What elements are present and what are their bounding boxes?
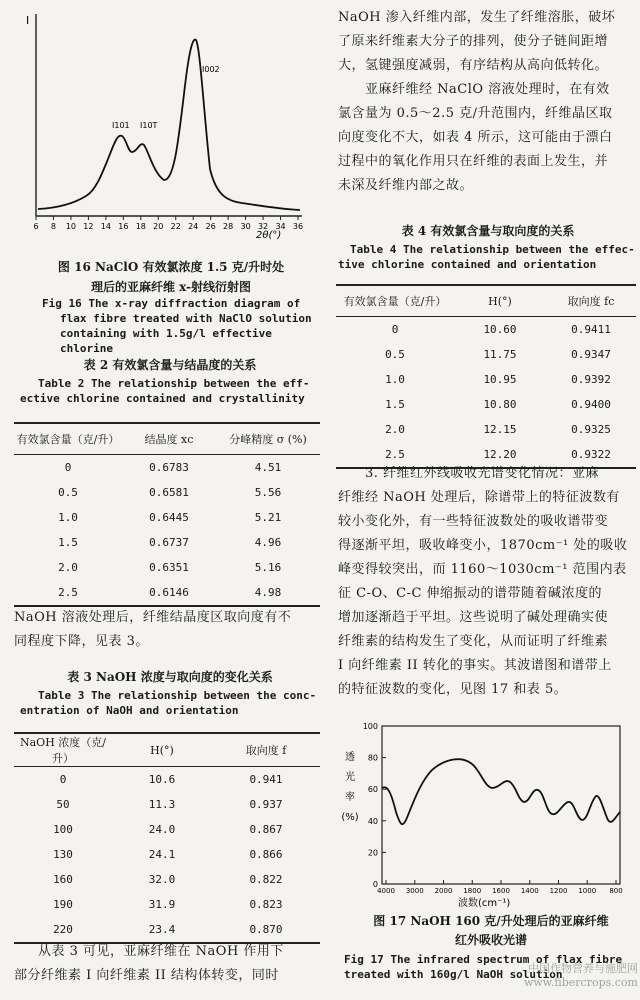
table4-title: 表 4 有效氯含量与取向度的关系 Table 4 The relationship between the effec- tive chlorine contained and orientation: [338, 224, 635, 271]
ir-curve: [382, 759, 620, 824]
peak-label-101: I101: [112, 121, 130, 130]
x-tick-label: 12: [83, 222, 94, 231]
x-tick-label: 28: [223, 222, 234, 231]
y-tick-label: 80: [367, 753, 378, 763]
x-tick-label: 10: [65, 222, 77, 231]
table-row: 0.5 0.6581 5.56: [58, 486, 282, 499]
table-row: 0.5 11.75 0.9347: [385, 348, 611, 361]
table3: [14, 732, 320, 944]
x-tick-label: 24: [188, 222, 199, 231]
ir-spectrum-plot: [336, 716, 636, 910]
y-axis-label: [341, 751, 358, 823]
left-paragraph-1: NaOH 溶液处理后，纤维结晶度区取向度有不 同程度下降，见表 3。: [14, 610, 292, 649]
fig17-caption: 图 17 NaOH 160 克/升处理后的亚麻纤维 红外吸收光谱 Fig 17 The infrared spectrum of flax fibre treated with 160g/l NaOH solution: [344, 914, 623, 981]
x-tick-label: 18: [135, 222, 146, 231]
x-tick-label: 22: [170, 222, 181, 231]
xrd-curve: [38, 40, 300, 210]
x-tick-label: 14: [100, 222, 111, 231]
x-axis-unit: 2θ(°): [256, 230, 282, 241]
table-row: 160 32.0 0.822: [53, 873, 283, 886]
x-tick-label: 26: [205, 222, 216, 231]
x-tick-label: 800: [609, 887, 623, 895]
table-row: 2.5 0.6146 4.98: [14, 580, 320, 606]
table-row: 1.0 0.6445 5.21: [58, 511, 282, 524]
y-label-char: (%): [341, 812, 359, 823]
table-row: 2.0 12.15 0.9325: [385, 423, 611, 436]
table-row: 1.5 0.6737 4.96: [58, 536, 282, 549]
table-row: 2.0 0.6351 5.16: [58, 561, 282, 574]
table-row: 0 0.6783 4.51: [64, 461, 282, 474]
table3-header: NaOH 浓度（克/升） H(°) 取向度 f: [14, 733, 320, 767]
right-paragraph-2: 3. 纤维红外线吸收光谱变化情况：亚麻 纤维经 NaOH 处理后，除谱带上的特征波数有 较小变化外，有一些特征波数处的吸收谱带变 得逐渐平坦，吸收峰变小，1870cm⁻¹ 处的吸收 峰变得较突出，而 1160～1030cm⁻¹ 范围内表 征 C-O、C-C 伸缩振动的谱带随着碱浓度的 增加逐渐趋于平坦。这些说明了碱处理确实使 纤维素的结构发生了变化，从而证明了纤维素 I 向纤维素 II 转化的事实。其波谱图和谱带上 的特征波数的变化，见图 17 和表 5。: [338, 466, 628, 697]
table3-title: 表 3 NaOH 浓度与取向度的变化关系 Table 3 The relationship between the conc- entration of NaOH and orientation: [20, 670, 317, 717]
table-row: 130 24.1 0.866: [53, 848, 283, 861]
x-tick-label: 2000: [434, 887, 453, 895]
peak-label-10t: I10T: [140, 121, 158, 130]
table-row: 0 10.60 0.9411: [391, 323, 611, 336]
table-row: 2.5 12.20 0.9322: [336, 442, 636, 468]
x-tick-label: 1400: [520, 887, 539, 895]
table2: [14, 422, 320, 607]
table-row: 190 31.9 0.823: [53, 898, 283, 911]
table-row: 0 10.6 0.941: [59, 773, 283, 786]
table4: [336, 284, 636, 469]
figure-17: [336, 716, 636, 910]
xrd-diffraction-plot: [18, 4, 318, 250]
x-tick-label: 30: [240, 222, 251, 231]
y-tick-label: 60: [367, 785, 378, 795]
table-row: 220 23.4 0.870: [14, 917, 320, 943]
y-tick-label: 0: [372, 880, 378, 889]
y-label-char: 光: [345, 772, 355, 783]
x-tick-label: 20: [153, 222, 164, 231]
y-label-char: 透: [345, 752, 355, 763]
y-tick-label: 20: [367, 848, 378, 858]
figure-16: [18, 4, 318, 250]
fig16-caption-en: Fig 16 The x-ray diffraction diagram of flax fibre treated with NaClO solution containing with 1.5g/l effective chlorine: [42, 297, 312, 355]
x-tick-label: 36: [292, 222, 304, 231]
x-tick-label: 4000: [377, 887, 395, 895]
table-row: 100 24.0 0.867: [53, 823, 283, 836]
x-tick-label: 32: [257, 222, 269, 231]
y-tick-label: 100: [362, 722, 378, 731]
x-tick-label: 6: [33, 222, 39, 231]
table-row: 50 11.3 0.937: [56, 798, 283, 811]
x-tick-label: 1600: [492, 887, 510, 895]
x-axis-ticks: [377, 880, 623, 895]
x-tick-label: 16: [118, 222, 129, 231]
table-row: 1.5 10.80 0.9400: [385, 398, 611, 411]
x-axis-ticks: [33, 216, 303, 231]
x-tick-label: 8: [50, 222, 57, 231]
table-row: 1.0 10.95 0.9392: [385, 373, 611, 386]
x-tick-label: 34: [275, 222, 286, 231]
y-label-char: 率: [345, 792, 355, 803]
y-axis-label: I: [26, 14, 30, 27]
right-paragraph-1: NaOH 渗入纤维内部，发生了纤维溶胀，破坏 了原来纤维素大分子的排列，使分子链间距增 大，氢键强度减弱，有序结构从高向低转化。 亚麻纤维经 NaClO 溶液处理时，在有效 氯含量为 0.5～2.5 克/升范围内，纤维晶区取 向度变化不大，如表 4 所示，这可能由于漂白 过程中的氧化作用只在纤维的表面上发生，并 未深及纤维内部之故。: [338, 10, 616, 193]
table2-title: 表 2 有效氯含量与结晶度的关系 Table 2 The relationship between the eff- ective chlorine contained and crystallinity: [20, 358, 310, 405]
fig16-caption-cn: 图 16 NaClO 有效氯浓度 1.5 克/升时处 理后的亚麻纤维 x-射线衍射图: [57, 260, 285, 294]
x-tick-label: 1200: [549, 887, 568, 895]
x-tick-label: 3000: [405, 887, 424, 895]
x-tick-label: 1800: [463, 887, 482, 895]
watermark: 中国作物营养与施肥网 www.fibercrops.com: [523, 962, 638, 989]
x-tick-label: 1000: [578, 887, 597, 895]
table4-header: 有效氯含量（克/升） H(°) 取向度 fc: [336, 285, 636, 317]
y-tick-label: 40: [367, 816, 378, 826]
x-axis-label: 波数(cm⁻¹): [458, 898, 511, 909]
left-paragraph-2: 从表 3 可见，亚麻纤维在 NaOH 作用下 部分纤维素 I 向纤维素 II 结构体转变，同时: [14, 944, 284, 983]
peak-label-002: I002: [202, 65, 220, 74]
table2-header: 有效氯含量（克/升） 结晶度 xc 分峰精度 σ (%): [14, 423, 320, 455]
